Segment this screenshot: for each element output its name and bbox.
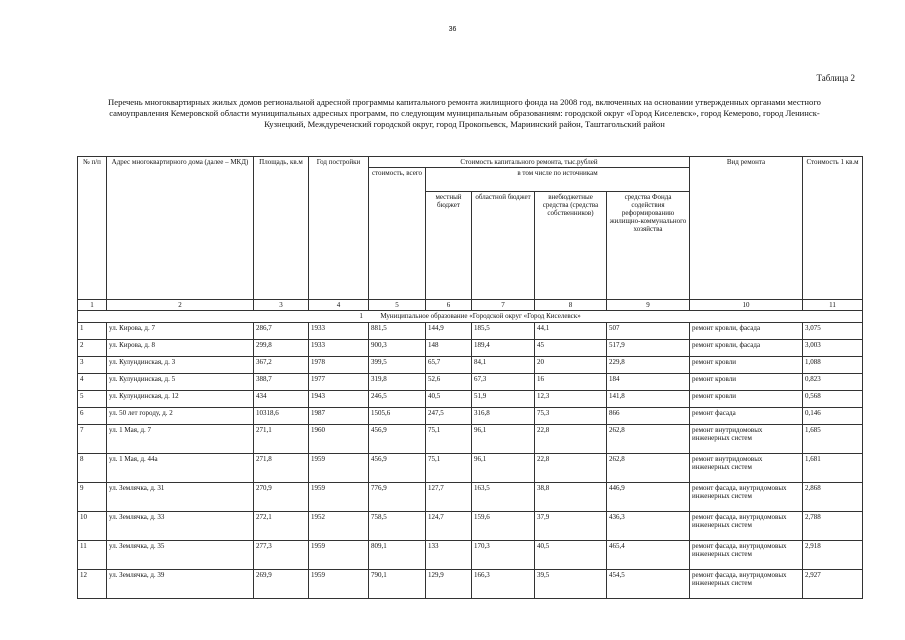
column-number-row (78, 300, 863, 311)
cell-address: ул. Кулундинская, д. 3 (107, 357, 254, 374)
cell-regional: 166,3 (472, 570, 535, 599)
cell-n: 2 (78, 340, 107, 357)
cell-local: 148 (426, 340, 472, 357)
cell-regional: 96,1 (472, 454, 535, 483)
cell-area: 388,7 (254, 374, 309, 391)
table-row (78, 425, 863, 454)
cell-total: 900,3 (369, 340, 426, 357)
header-address: Адрес многоквартирного дома (далее – МКД) (107, 157, 254, 300)
cell-total: 246,5 (369, 391, 426, 408)
cell-fund: 262,8 (607, 425, 690, 454)
cell-fund: 141,8 (607, 391, 690, 408)
cell-n: 10 (78, 512, 107, 541)
header-cost-group: Стоимость капитального ремонта, тыс.рублей (369, 157, 690, 168)
cell-repair: ремонт внутридомовых инженерных систем (690, 425, 803, 454)
cell-n: 8 (78, 454, 107, 483)
document-title: Перечень многоквартирных жилых домов региональной адресной программы капитального ремонта жилищного фонда на 2008 год, включенных на основании утвержденных органами местного самоуправления Кемеровской области муниципальных адресных программ, по следующим муниципальным образованиям: городской округ «Город Киселевск», город Кемерово, город Ленинск-Кузнецкий, Междуреченский городской округ, город Прокопьевск, Мариинский район, Таштагольский район (108, 97, 821, 129)
table-row (78, 391, 863, 408)
cell-total: 776,9 (369, 483, 426, 512)
cell-address: ул. Землячка, д. 31 (107, 483, 254, 512)
cell-regional: 185,5 (472, 323, 535, 340)
table-row (78, 323, 863, 340)
cell-local: 124,7 (426, 512, 472, 541)
cell-regional: 96,1 (472, 425, 535, 454)
header-cost-total: стоимость, всего (369, 168, 426, 300)
cell-offbudget: 12,3 (535, 391, 607, 408)
cell-offbudget: 22,8 (535, 454, 607, 483)
cell-total: 790,1 (369, 570, 426, 599)
cell-year: 1978 (309, 357, 369, 374)
cell-area: 272,1 (254, 512, 309, 541)
cell-regional: 51,9 (472, 391, 535, 408)
cell-year: 1933 (309, 340, 369, 357)
cell-per_sqm: 2,927 (803, 570, 863, 599)
cell-repair: ремонт внутридомовых инженерных систем (690, 454, 803, 483)
cell-repair: ремонт фасада, внутридомовых инженерных систем (690, 512, 803, 541)
cell-address: ул. Землячка, д. 39 (107, 570, 254, 599)
cell-regional: 159,6 (472, 512, 535, 541)
cell-total: 456,9 (369, 425, 426, 454)
cell-offbudget: 22,8 (535, 425, 607, 454)
cell-offbudget: 45 (535, 340, 607, 357)
column-number: 8 (535, 300, 607, 311)
cell-regional: 84,1 (472, 357, 535, 374)
cell-n: 1 (78, 323, 107, 340)
cell-address: ул. 50 лет городу, д. 2 (107, 408, 254, 425)
cell-offbudget: 38,8 (535, 483, 607, 512)
cell-repair: ремонт кровли (690, 374, 803, 391)
header-cost-per-sqm: Стоимость 1 кв.м (803, 157, 863, 300)
cell-total: 319,8 (369, 374, 426, 391)
cell-n: 3 (78, 357, 107, 374)
column-number: 2 (107, 300, 254, 311)
cell-n: 11 (78, 541, 107, 570)
cell-local: 127,7 (426, 483, 472, 512)
cell-total: 456,9 (369, 454, 426, 483)
cell-local: 129,9 (426, 570, 472, 599)
cell-regional: 163,5 (472, 483, 535, 512)
table-row (78, 357, 863, 374)
cell-year: 1959 (309, 483, 369, 512)
cell-repair: ремонт кровли (690, 391, 803, 408)
cell-address: ул. Кирова, д. 8 (107, 340, 254, 357)
cell-per_sqm: 1,685 (803, 425, 863, 454)
cell-regional: 189,4 (472, 340, 535, 357)
cell-offbudget: 75,3 (535, 408, 607, 425)
cell-address: ул. Кулундинская, д. 5 (107, 374, 254, 391)
cell-local: 75,1 (426, 425, 472, 454)
cell-fund: 517,9 (607, 340, 690, 357)
cell-year: 1977 (309, 374, 369, 391)
cell-local: 133 (426, 541, 472, 570)
cell-fund: 446,9 (607, 483, 690, 512)
cell-offbudget: 16 (535, 374, 607, 391)
header-row-1 (78, 157, 863, 168)
cell-address: ул. Кулундинская, д. 12 (107, 391, 254, 408)
column-number: 4 (309, 300, 369, 311)
column-number: 1 (78, 300, 107, 311)
cell-total: 399,5 (369, 357, 426, 374)
cell-offbudget: 39,5 (535, 570, 607, 599)
table-row (78, 483, 863, 512)
cell-per_sqm: 2,868 (803, 483, 863, 512)
cell-offbudget: 40,5 (535, 541, 607, 570)
cell-n: 4 (78, 374, 107, 391)
table-row (78, 512, 863, 541)
cell-area: 270,9 (254, 483, 309, 512)
table-row (78, 541, 863, 570)
column-number: 11 (803, 300, 863, 311)
cell-area: 271,8 (254, 454, 309, 483)
cell-repair: ремонт фасада, внутридомовых инженерных систем (690, 541, 803, 570)
header-regional: областной бюджет (472, 192, 535, 300)
cell-per_sqm: 0,568 (803, 391, 863, 408)
cell-fund: 184 (607, 374, 690, 391)
cell-fund: 866 (607, 408, 690, 425)
cell-address: ул. Землячка, д. 35 (107, 541, 254, 570)
cell-n: 7 (78, 425, 107, 454)
cell-repair: ремонт фасада (690, 408, 803, 425)
cell-per_sqm: 1,681 (803, 454, 863, 483)
cell-year: 1952 (309, 512, 369, 541)
cell-local: 65,7 (426, 357, 472, 374)
table-label: Таблица 2 (816, 73, 855, 83)
cell-local: 40,5 (426, 391, 472, 408)
cell-regional: 170,3 (472, 541, 535, 570)
cell-fund: 454,5 (607, 570, 690, 599)
cell-per_sqm: 0,146 (803, 408, 863, 425)
cell-total: 1505,6 (369, 408, 426, 425)
cell-local: 247,5 (426, 408, 472, 425)
header-sources-group: в том числе по источникам (426, 168, 690, 192)
cell-fund: 436,3 (607, 512, 690, 541)
header-repair-type: Вид ремонта (690, 157, 803, 300)
cell-area: 434 (254, 391, 309, 408)
cell-n: 5 (78, 391, 107, 408)
table-row (78, 570, 863, 599)
cell-address: ул. 1 Мая, д. 44а (107, 454, 254, 483)
page-number: 36 (448, 26, 457, 33)
cell-fund: 262,8 (607, 454, 690, 483)
section-row (78, 311, 863, 323)
cell-year: 1943 (309, 391, 369, 408)
cell-total: 758,5 (369, 512, 426, 541)
table-row (78, 374, 863, 391)
column-number: 5 (369, 300, 426, 311)
cell-per_sqm: 1,088 (803, 357, 863, 374)
cell-year: 1959 (309, 570, 369, 599)
cell-per_sqm: 3,075 (803, 323, 863, 340)
cell-address: ул. Кирова, д. 7 (107, 323, 254, 340)
header-local: местный бюджет (426, 192, 472, 300)
cell-n: 6 (78, 408, 107, 425)
cell-repair: ремонт кровли, фасада (690, 323, 803, 340)
cell-year: 1960 (309, 425, 369, 454)
section-title (78, 311, 863, 323)
table-body (78, 323, 863, 599)
cell-fund: 465,4 (607, 541, 690, 570)
cell-per_sqm: 3,003 (803, 340, 863, 357)
cell-area: 269,9 (254, 570, 309, 599)
header-year: Год постройки (309, 157, 369, 300)
header-offbudget: внебюджетные средства (средства собственников) (535, 192, 607, 300)
table-row (78, 408, 863, 425)
cell-address: ул. 1 Мая, д. 7 (107, 425, 254, 454)
cell-total: 881,5 (369, 323, 426, 340)
header-num: № п/п (78, 157, 107, 300)
cell-fund: 229,8 (607, 357, 690, 374)
houses-table (77, 156, 863, 599)
cell-year: 1987 (309, 408, 369, 425)
table-row (78, 340, 863, 357)
cell-area: 299,8 (254, 340, 309, 357)
cell-area: 286,7 (254, 323, 309, 340)
column-number: 9 (607, 300, 690, 311)
column-number: 3 (254, 300, 309, 311)
cell-area: 10318,6 (254, 408, 309, 425)
column-number: 10 (690, 300, 803, 311)
section-name: Муниципальное образование «Городской округ «Город Киселевск» (380, 312, 581, 320)
cell-area: 367,2 (254, 357, 309, 374)
header-fund: средства Фонда содействия реформированию жилищно-коммунального хозяйства (607, 192, 690, 300)
cell-per_sqm: 2,788 (803, 512, 863, 541)
cell-repair: ремонт фасада, внутридомовых инженерных систем (690, 570, 803, 599)
cell-local: 75,1 (426, 454, 472, 483)
cell-offbudget: 44,1 (535, 323, 607, 340)
cell-repair: ремонт кровли (690, 357, 803, 374)
cell-per_sqm: 2,918 (803, 541, 863, 570)
cell-year: 1933 (309, 323, 369, 340)
cell-year: 1959 (309, 541, 369, 570)
cell-regional: 316,8 (472, 408, 535, 425)
cell-repair: ремонт кровли, фасада (690, 340, 803, 357)
section-number: 1 (359, 312, 363, 320)
column-number: 6 (426, 300, 472, 311)
cell-address: ул. Землячка, д. 33 (107, 512, 254, 541)
cell-offbudget: 20 (535, 357, 607, 374)
cell-area: 277,3 (254, 541, 309, 570)
cell-local: 52,6 (426, 374, 472, 391)
cell-fund: 507 (607, 323, 690, 340)
cell-year: 1959 (309, 454, 369, 483)
cell-n: 9 (78, 483, 107, 512)
cell-repair: ремонт фасада, внутридомовых инженерных систем (690, 483, 803, 512)
column-number: 7 (472, 300, 535, 311)
cell-local: 144,9 (426, 323, 472, 340)
cell-per_sqm: 0,823 (803, 374, 863, 391)
cell-offbudget: 37,9 (535, 512, 607, 541)
cell-total: 809,1 (369, 541, 426, 570)
table-row (78, 454, 863, 483)
cell-n: 12 (78, 570, 107, 599)
header-area: Площадь, кв.м (254, 157, 309, 300)
cell-regional: 67,3 (472, 374, 535, 391)
cell-area: 271,1 (254, 425, 309, 454)
